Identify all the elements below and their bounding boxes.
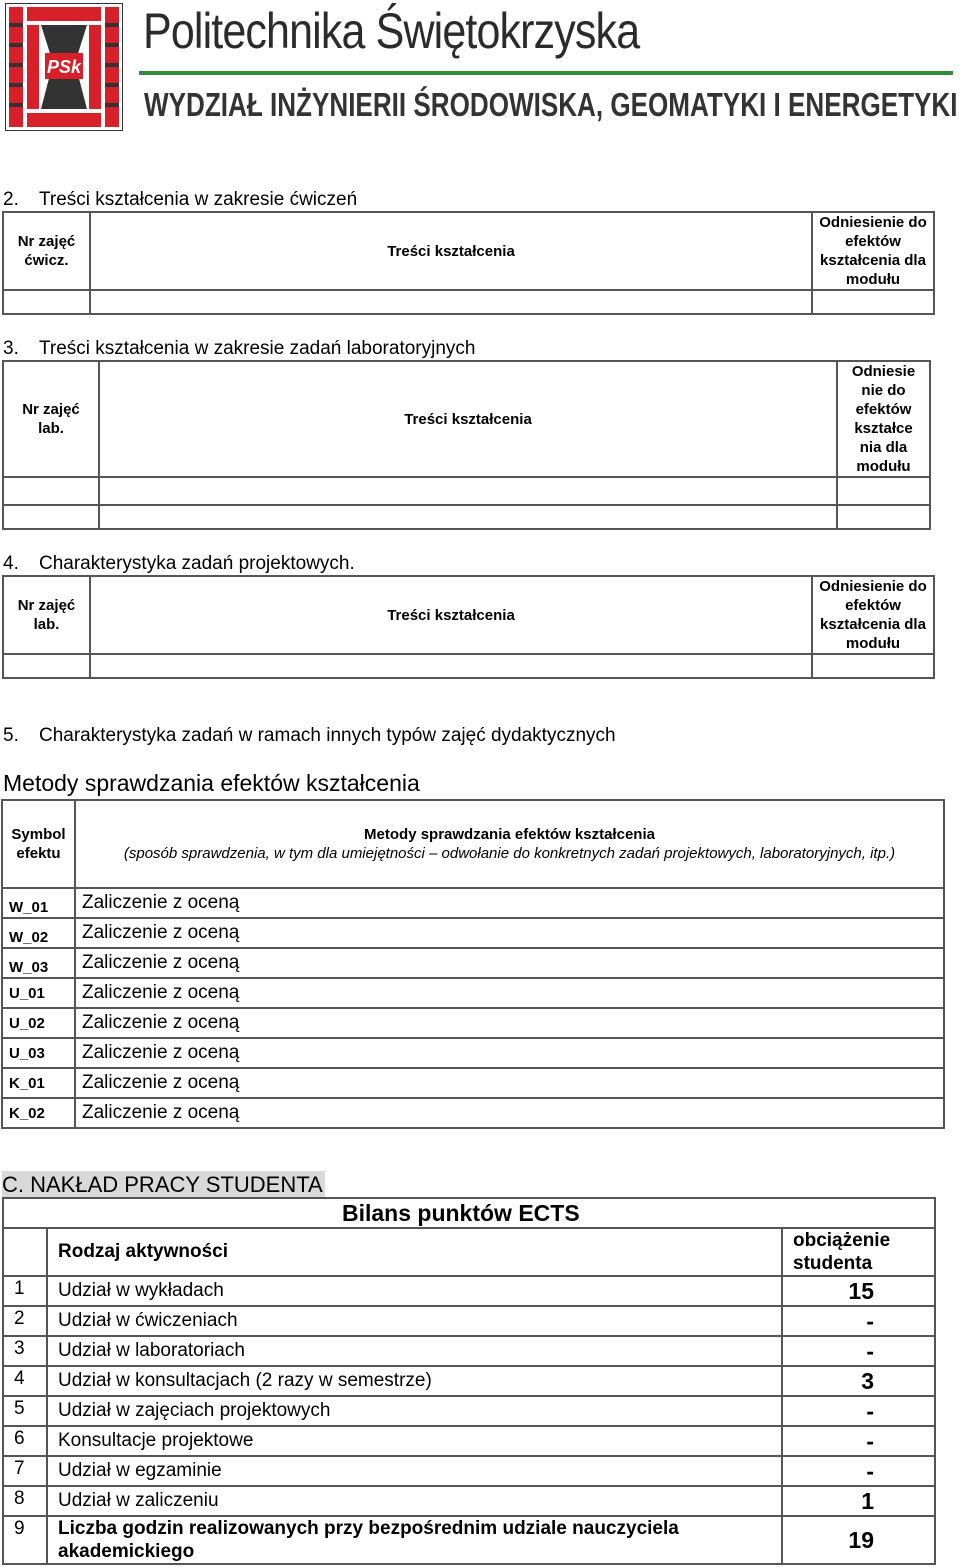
verification-method: Zaliczenie z oceną — [75, 918, 944, 948]
effect-symbol: W_01 — [2, 888, 75, 918]
empty-cell — [837, 505, 930, 529]
table-row — [3, 1426, 935, 1456]
activity-name: Udział w wykładach — [47, 1276, 782, 1306]
section-5-title: 5. Charakterystyka zadań w ramach innych typów zajęć dydaktycznych — [3, 725, 616, 746]
activity-name: Udział w egzaminie — [47, 1456, 782, 1486]
col-methods-subheader: (sposób sprawdzenia, w tym dla umiejętności – odwołanie do konkretnych zadań projektowych, laboratoryjnych, itp.) — [123, 845, 896, 862]
row-index: 7 — [3, 1456, 47, 1486]
workload-value: - — [782, 1456, 935, 1486]
col-ref-header: Odniesie nie do efektów kształce nia dla modułu — [837, 361, 930, 477]
empty-cell — [3, 654, 90, 678]
empty-cell — [99, 505, 837, 529]
effect-symbol: K_01 — [2, 1068, 75, 1098]
activity-name: Udział w ćwiczeniach — [47, 1306, 782, 1336]
activity-name: Udział w konsultacjach (2 razy w semestrze) — [47, 1366, 782, 1396]
table-row — [3, 1336, 935, 1366]
col-activity-header: Rodzaj aktywności — [47, 1228, 782, 1276]
section-4-title: 4. Charakterystyka zadań projektowych. — [3, 553, 355, 574]
empty-cell — [3, 505, 99, 529]
verification-method: Zaliczenie z oceną — [75, 1038, 944, 1068]
section-3-title: 3. Treści kształcenia w zakresie zadań laboratoryjnych — [3, 338, 476, 359]
col-nr-header: Nr zajęć ćwicz. — [3, 212, 90, 290]
effect-symbol: U_01 — [2, 978, 75, 1008]
activity-name: Udział w laboratoriach — [47, 1336, 782, 1366]
col-ref-header: Odniesienie do efektów kształcenia dla modułu — [812, 576, 934, 654]
row-index: 4 — [3, 1366, 47, 1396]
workload-value: - — [782, 1426, 935, 1456]
effect-symbol: U_02 — [2, 1008, 75, 1038]
workload-value: 19 — [782, 1516, 935, 1564]
verification-method: Zaliczenie z oceną — [75, 1008, 944, 1038]
methods-table — [1, 799, 945, 1129]
university-name: Politechnika Świętokrzyska — [143, 3, 640, 59]
verification-method: Zaliczenie z oceną — [75, 888, 944, 918]
empty-cell — [3, 1228, 47, 1276]
methods-title: Metody sprawdzania efektów kształcenia — [3, 770, 420, 796]
table-row — [2, 948, 944, 978]
workload-value: - — [782, 1306, 935, 1336]
table-row — [2, 888, 944, 918]
col-ref-header: Odniesienie do efektów kształcenia dla modułu — [812, 212, 934, 290]
col-content-header: Treści kształcenia — [90, 576, 812, 654]
row-index: 5 — [3, 1396, 47, 1426]
empty-cell — [3, 290, 90, 314]
table-row — [3, 1456, 935, 1486]
table-row — [3, 1306, 935, 1336]
table-row — [2, 1038, 944, 1068]
activity-name: Udział w zaliczeniu — [47, 1486, 782, 1516]
col-symbol-header: Symbol efektu — [2, 800, 75, 888]
row-index: 1 — [3, 1276, 47, 1306]
verification-method: Zaliczenie z oceną — [75, 1098, 944, 1128]
header-divider — [139, 71, 953, 75]
col-content-header: Treści kształcenia — [90, 212, 812, 290]
workload-value: 3 — [782, 1366, 935, 1396]
row-index: 3 — [3, 1336, 47, 1366]
col-load-header: obciążenie studenta — [782, 1228, 935, 1276]
table-row — [2, 1068, 944, 1098]
col-nr-header: Nr zajęć lab. — [3, 361, 99, 477]
empty-cell — [837, 477, 930, 505]
empty-cell — [3, 477, 99, 505]
verification-method: Zaliczenie z oceną — [75, 948, 944, 978]
col-methods-header: Metody sprawdzania efektów kształcenia (sposób sprawdzenia, w tym dla umiejętności – odwołanie do konkretnych zadań projektowych, laboratoryjnych, itp.) — [75, 800, 944, 888]
activity-name: Udział w zajęciach projektowych — [47, 1396, 782, 1426]
empty-cell — [90, 290, 812, 314]
ects-table — [2, 1197, 936, 1565]
table-row — [2, 1098, 944, 1128]
table-row — [3, 1486, 935, 1516]
row-index: 8 — [3, 1486, 47, 1516]
effect-symbol: W_03 — [2, 948, 75, 978]
table-row — [3, 1276, 935, 1306]
ects-table-title: Bilans punktów ECTS — [3, 1198, 935, 1228]
row-index: 6 — [3, 1426, 47, 1456]
workload-value: 15 — [782, 1276, 935, 1306]
workload-value: 1 — [782, 1486, 935, 1516]
effect-symbol: W_02 — [2, 918, 75, 948]
table-row — [3, 1516, 935, 1564]
table-row — [3, 1366, 935, 1396]
activity-name: Liczba godzin realizowanych przy bezpośrednim udziale nauczyciela akademickiego — [47, 1516, 782, 1564]
verification-method: Zaliczenie z oceną — [75, 978, 944, 1008]
section-2-table — [2, 211, 935, 315]
col-content-header: Treści kształcenia — [99, 361, 837, 477]
table-row — [2, 918, 944, 948]
row-index: 9 — [3, 1516, 47, 1564]
workload-value: - — [782, 1396, 935, 1426]
table-row — [2, 1008, 944, 1038]
workload-value: - — [782, 1336, 935, 1366]
logo-text: PSk — [47, 57, 82, 77]
activity-name: Konsultacje projektowe — [47, 1426, 782, 1456]
empty-cell — [99, 477, 837, 505]
faculty-name: WYDZIAŁ INŻYNIERII ŚRODOWISKA, GEOMATYKI I ENERGETYKI — [144, 86, 958, 123]
table-row — [2, 978, 944, 1008]
empty-cell — [90, 654, 812, 678]
section-4-table — [2, 575, 935, 679]
table-row — [3, 1396, 935, 1426]
university-logo — [5, 3, 123, 131]
workload-title: C. NAKŁAD PRACY STUDENTA — [2, 1172, 323, 1197]
effect-symbol: K_02 — [2, 1098, 75, 1128]
verification-method: Zaliczenie z oceną — [75, 1068, 944, 1098]
section-2-title: 2. Treści kształcenia w zakresie ćwiczeń — [3, 189, 358, 210]
empty-cell — [812, 654, 934, 678]
col-nr-header: Nr zajęć lab. — [3, 576, 90, 654]
effect-symbol: U_03 — [2, 1038, 75, 1068]
section-3-table — [2, 360, 931, 530]
empty-cell — [812, 290, 934, 314]
row-index: 2 — [3, 1306, 47, 1336]
